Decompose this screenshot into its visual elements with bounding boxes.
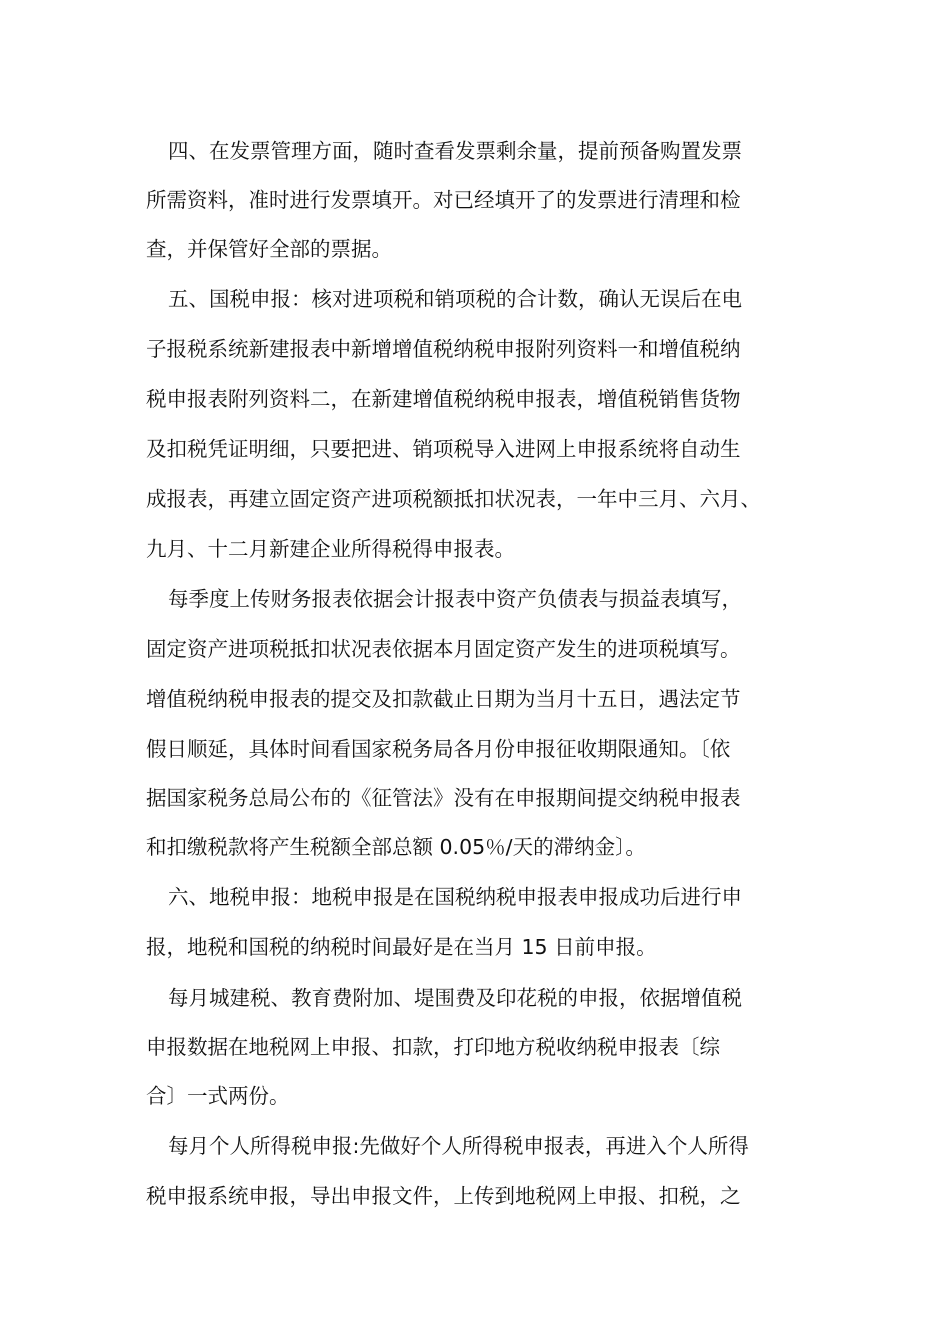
text-line: 合〕一式两份。 <box>146 1084 290 1108</box>
text-line: 每月城建税、教育费附加、堤围费及印花税的申报，依据增值税 <box>168 986 742 1010</box>
text-line: 四、在发票管理方面，随时查看发票剩余量，提前预备购置发票 <box>168 139 742 163</box>
text-line: 成报表，再建立固定资产进项税额抵扣状况表，一年中三月、六月、 <box>146 487 761 511</box>
text-line: 子报税系统新建报表中新增增值税纳税申报附列资料一和增值税纳 <box>146 337 741 361</box>
text-line: 据国家税务总局公布的《征管法》没有在申报期间提交纳税申报表 <box>146 786 741 810</box>
text-line: 每月个人所得税申报:先做好个人所得税申报表，再进入个人所得 <box>168 1134 749 1158</box>
text-line: 固定资产进项税抵扣状况表依据本月固定资产发生的进项税填写。 <box>146 637 741 661</box>
text-line: 九月、十二月新建企业所得税得申报表。 <box>146 537 515 561</box>
text-line: 增值税纳税申报表的提交及扣款截止日期为当月十五日，遇法定节 <box>146 687 741 711</box>
text-line: 五、国税申报：核对进项税和销项税的合计数，确认无误后在电 <box>168 287 742 311</box>
text-line: 六、地税申报：地税申报是在国税纳税申报表申报成功后进行申 <box>168 885 742 909</box>
text-line: 税申报表附列资料二，在新建增值税纳税申报表，增值税销售货物 <box>146 387 741 411</box>
text-line: 每季度上传财务报表依据会计报表中资产负债表与损益表填写， <box>168 587 742 611</box>
text-line: 所需资料，准时进行发票填开。对已经填开了的发票进行清理和检 <box>146 188 741 212</box>
text-line: 申报数据在地税网上申报、扣款，打印地方税收纳税申报表〔综 <box>146 1035 720 1059</box>
text-line: 税申报系统申报，导出申报文件，上传到地税网上申报、扣税，之 <box>146 1184 741 1208</box>
text-line: 查，并保管好全部的票据。 <box>146 237 392 261</box>
text-line: 和扣缴税款将产生税额全部总额 0.05％/天的滞纳金〕。 <box>146 835 646 859</box>
text-line: 假日顺延，具体时间看国家税务局各月份申报征收期限通知。〔依 <box>146 737 731 761</box>
text-line: 及扣税凭证明细，只要把进、销项税导入进网上申报系统将自动生 <box>146 437 741 461</box>
text-line: 报，地税和国税的纳税时间最好是在当月 15 日前申报。 <box>146 935 657 959</box>
